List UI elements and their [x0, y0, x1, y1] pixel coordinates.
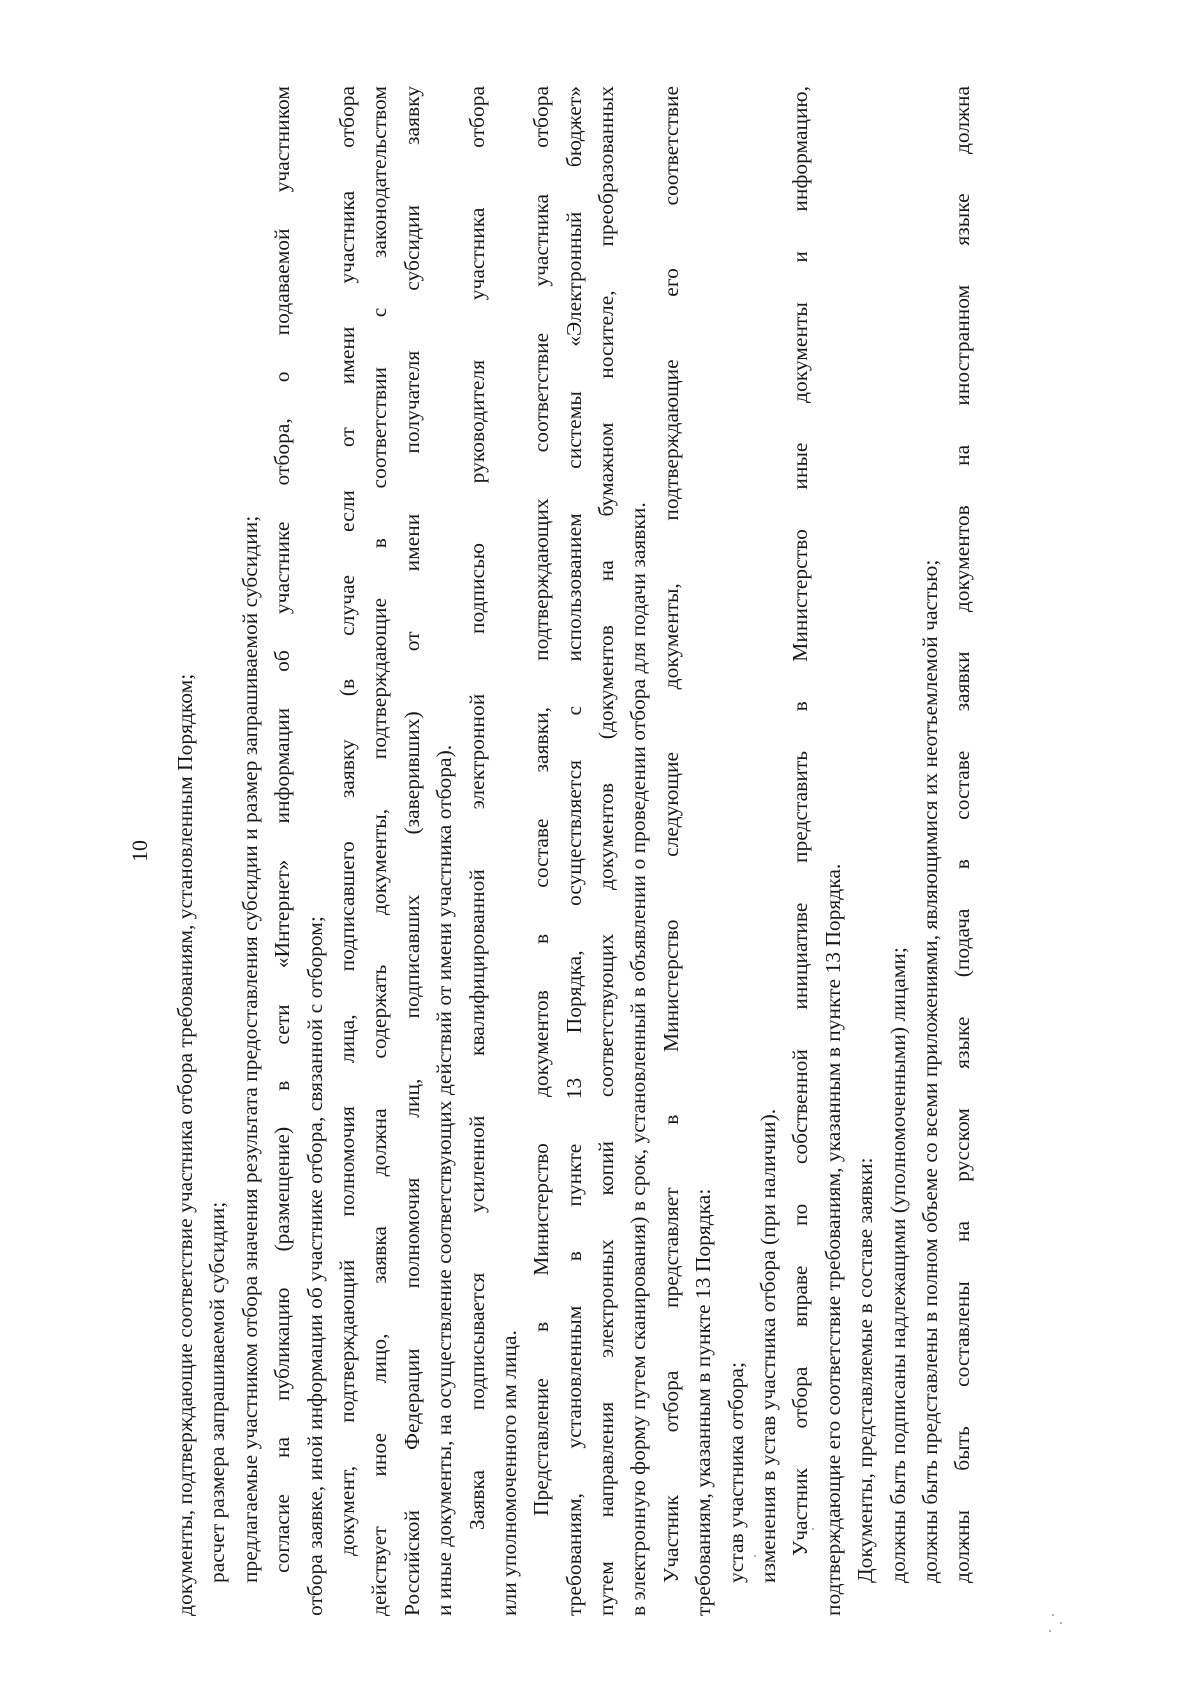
text-line: отбора заявке, иной информации об участнике отбора, связанной с отбором; [302, 916, 327, 1616]
text-line: должны быть составлены на русском языке (подача в составе заявки документов на иностранном языке должна [950, 86, 975, 1583]
scan-speck [1060, 1622, 1062, 1624]
text-line: Участник отбора представляет в Министерство следующие документы, подтверждающие его соответствие [658, 86, 683, 1583]
text-line: путем направления электронных копий соответствующих документов (документов на бумажном носителе, преобразованных [594, 86, 619, 1616]
page-number: 10 [127, 840, 152, 862]
text-line: документ, подтверждающий полномочия лица, подписавшего заявку (в случае если от имени участника отбора [334, 86, 359, 1556]
text-line: должны быть подписаны надлежащими (уполномоченными) лицами; [885, 947, 910, 1583]
text-line: устав участника отбора; [723, 1362, 748, 1583]
text-line: предлагаемые участником отбора значения результата предоставления субсидии и размер запрашиваемой субсидии; [237, 515, 262, 1583]
text-line: Заявка подписывается усиленной квалифицированной электронной подписью руководителя участника отбора [464, 86, 489, 1530]
document-body [169, 86, 979, 1616]
scan-speck [1049, 1630, 1051, 1632]
text-line: требованиям, установленным в пункте 13 Порядка, осуществляется с использованием системы «Электронный бюджет» [561, 86, 586, 1616]
text-line: расчет размера запрашиваемой субсидии; [205, 1201, 230, 1583]
text-line: согласие на публикацию (размещение) в сети «Интернет» информации об участнике отбора, о подаваемой участником [270, 86, 295, 1573]
rotated-page-content [127, 86, 975, 1616]
text-line: Участник отбора вправе по собственной инициативе представить в Министерство иные документы и информацию, [788, 86, 813, 1556]
text-line: и иные документы, на осуществление соответствующих действий от имени участника отбора). [432, 744, 457, 1616]
text-line: действует иное лицо, заявка должна содержать документы, подтверждающие в соответствии с законодательством [367, 86, 392, 1616]
text-line: Представление в Министерство документов в составе заявки, подтверждающих соответствие участника отбора [529, 86, 554, 1516]
text-line: требованиям, указанным в пункте 13 Порядка: [691, 1188, 716, 1616]
text-line: в электронную форму путем сканирования) в срок, установленный в объявлении о проведении отбора для подачи заявки. [626, 502, 651, 1616]
text-line: подтверждающие его соответствие требованиям, указанным в пункте 13 Порядка. [820, 863, 845, 1616]
text-line: Документы, представляемые в составе заявки: [853, 1157, 878, 1583]
text-line: Российской Федерации полномочия лиц, подписавших (заверивших) от имени получателя субсидии заявку [399, 86, 424, 1616]
scan-speck [1052, 1614, 1054, 1616]
text-line: или уполномоченного им лица. [496, 1330, 521, 1616]
text-line: должны быть представлены в полном объеме со всеми приложениями, являющимися их неотъемлемой частью; [917, 559, 942, 1583]
text-line: документы, подтверждающие соответствие участника отбора требованиям, установленным Порядком; [173, 673, 197, 1616]
text-line: изменения в устав участника отбора (при наличии). [756, 1108, 781, 1583]
